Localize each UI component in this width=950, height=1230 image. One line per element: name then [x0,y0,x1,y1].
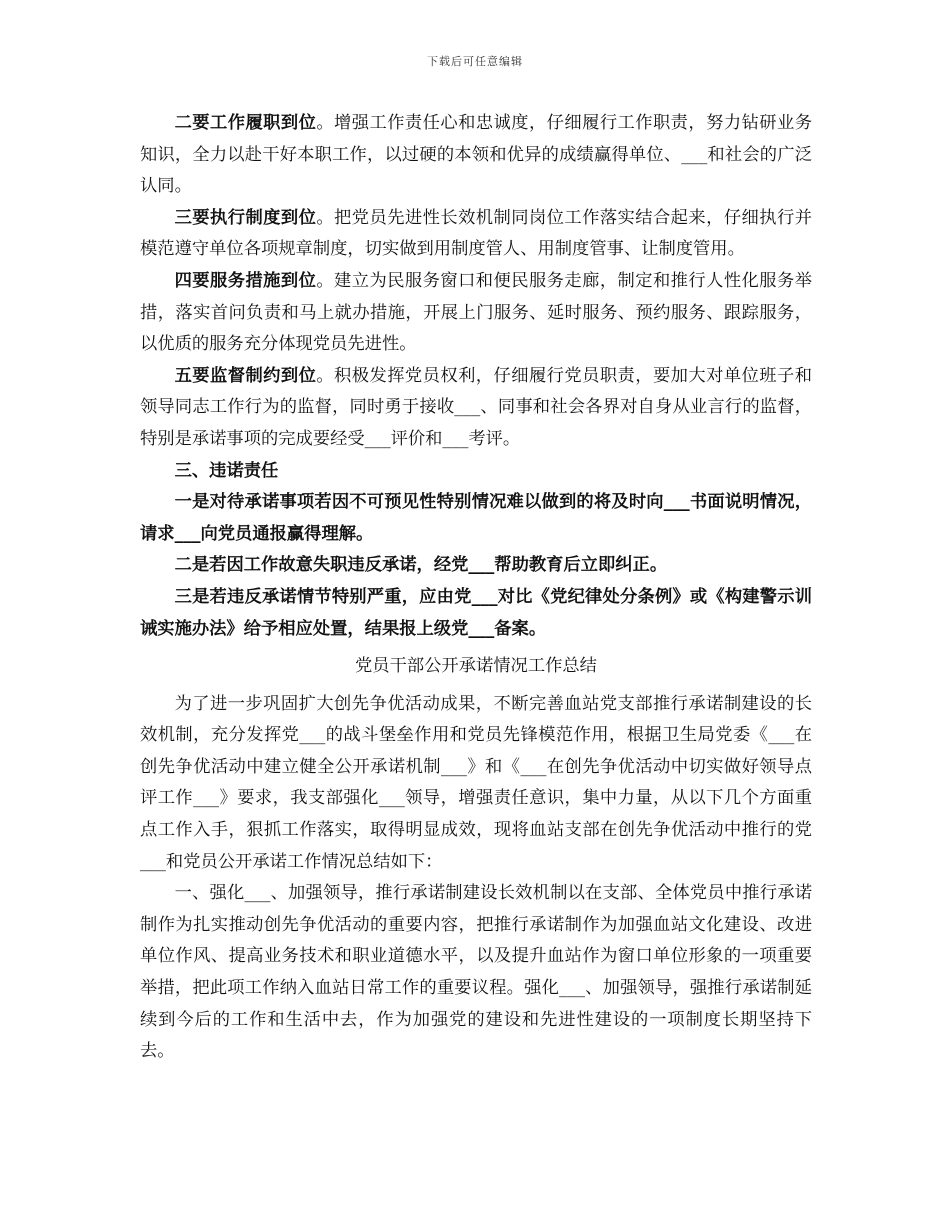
paragraph-text: 。增强工作责任心和忠诚度，仔细履行工作职责，努力钻研业务知识，全力以赴干好本职工作，以过硬的本领和优异的成绩赢得单位、___和社会的广泛认同。 [140,113,812,197]
page-header: 下载后可任意编辑 [427,55,523,68]
paragraph-breach-item-1: 一是对待承诺事项若因不可预见性特别情况难以做到的将及时向___书面说明情况，请求___向党员通报赢得理解。 [140,492,812,544]
paragraph-system-execution [140,203,812,266]
paragraph-lead: 四要服务措施到位 [174,270,317,291]
document-title: 党员干部公开承诺情况工作总结 [355,656,597,677]
document-body [140,108,812,1068]
paragraph-text: 。把党员先进性长效机制同岗位工作落实结合起来，仔细执行并模范遵守单位各项规章制度，切实做到用制度管人、用制度管事、让制度管用。 [140,207,812,260]
paragraph-supervision [140,361,812,456]
paragraph-text: 。积极发挥党员权利，仔细履行党员职责，要加大对单位班子和领导同志工作行为的监督，同时勇于接收___、同事和社会各界对自身从业言行的监督，特别是承诺事项的完成要经受___评价和___考评。 [140,365,812,449]
paragraph-text: 。建立为民服务窗口和便民服务走廊，制定和推行人性化服务举措，落实首问负责和马上就办措施，开展上门服务、延时服务、预约服务、跟踪服务，以优质的服务充分体现党员先进性。 [140,270,812,355]
paragraph-summary-intro: 为了进一步巩固扩大创先争优活动成果，不断完善血站党支部推行承诺制建设的长效机制，充分发挥党___的战斗堡垒作用和党员先锋模范作用，根据卫生局党委《___在创先争优活动中建立健全公开承诺机制___》和《___在创先争优活动中切实做好领导点评工作___》要求，我支部强化___领导，增强责任意识，集中力量，从以下几个方面重点工作入手，狠抓工作落实，取得明显成效，现将血站支部在创先争优活动中推行的党___和党员公开承诺工作情况总结如下： [140,693,812,872]
paragraph-breach-item-3: 三是若违反承诺情节特别严重，应由党___对比《党纪律处分条例》或《构建警示训诫实施办法》给予相应处置，结果报上级党___备案。 [140,586,812,639]
paragraph-lead: 二要工作履职到位 [174,113,317,133]
paragraph-breach-item-2: 二是若因工作故意失职违反承诺，经党___帮助教育后立即纠正。 [174,555,668,576]
paragraph-lead: 五要监督制约到位 [174,365,317,386]
paragraph-work-duty [140,108,812,203]
section-heading-breach-liability: 三、违诺责任 [174,460,279,481]
paragraph-lead: 三要执行制度到位 [174,207,317,228]
paragraph-summary-point-1: 一、强化___、加强领导，推行承诺制建设长效机制以在支部、全体党员中推行承诺制作为扎实推动创先争优活动的重要内容，把推行承诺制作为加强血站文化建设、改进单位作风、提高业务技术和职业道德水平，以及提升血站作为窗口单位形象的一项重要举措，把此项工作纳入血站日常工作的重要议程。强化___、加强领导，强推行承诺制延续到今后的工作和生活中去，作为加强党的建设和先进性建设的一项制度长期坚持下去。 [140,883,812,1062]
paragraph-service-measures [140,266,812,361]
